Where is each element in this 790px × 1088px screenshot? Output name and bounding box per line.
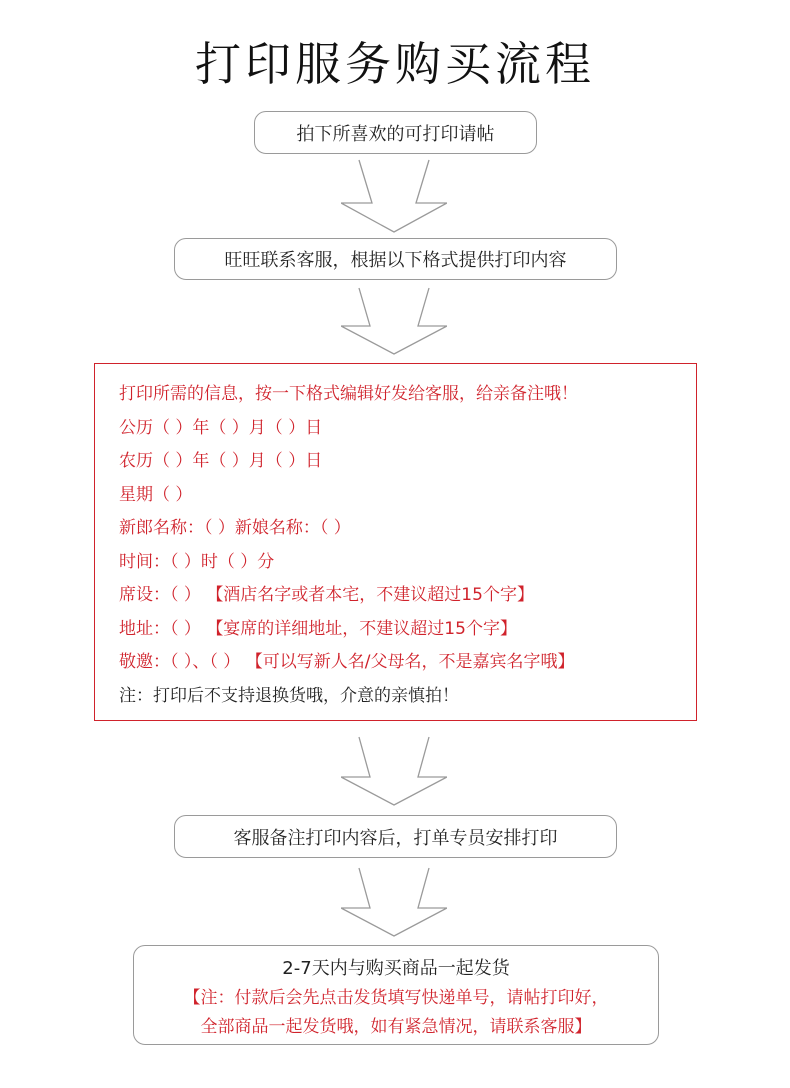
time-line: 时间：（ ）时（ ）分: [119, 551, 275, 572]
venue-line: [119, 579, 696, 613]
invite-label: 敬邀：（ ）、（ ）: [119, 652, 241, 672]
step-box-arrange-printing: [174, 815, 617, 858]
down-arrow-icon: [341, 158, 447, 234]
down-arrow-icon: [341, 866, 447, 938]
address-line: [119, 613, 696, 647]
down-arrow-icon: [341, 735, 447, 807]
step-box-contact-service: [174, 238, 617, 280]
step-box-shipping: [133, 945, 659, 1045]
invite-line: [119, 646, 696, 680]
shipping-note-2: 全部商品一起发货哦，如有紧急情况，请联系客服】: [200, 1017, 592, 1037]
venue-label: 席设：（ ）: [119, 585, 201, 605]
step-label: 旺旺联系客服，根据以下格式提供打印内容: [224, 250, 567, 271]
step-label: 客服备注打印内容后，打单专员安排打印: [233, 827, 558, 849]
shipping-note-1: 【注：付款后会先点击发货填写快递单号，请帖打印好，: [183, 988, 609, 1008]
step-box-select-invitation: [254, 111, 537, 154]
notice-line: 注：打印后不支持退换货哦，介意的亲慎拍！: [119, 685, 459, 706]
info-header: 打印所需的信息，按一下格式编辑好发给客服，给亲备注哦！: [119, 384, 578, 404]
invite-note: 【可以写新人名/父母名，不是嘉宾名字哦】: [245, 652, 575, 672]
venue-note: 【酒店名字或者本宅，不建议超过15个字】: [206, 585, 534, 605]
step-label: 拍下所喜欢的可打印请帖: [296, 123, 495, 145]
address-note: 【宴席的详细地址，不建议超过15个字】: [206, 618, 517, 639]
solar-date-line: 公历（ ）年（ ）月（ ）日: [119, 417, 323, 438]
down-arrow-icon: [341, 286, 447, 356]
lunar-date-line: 农历（ ）年（ ）月（ ）日: [119, 451, 323, 471]
address-label: 地址：（ ）: [119, 618, 201, 639]
names-line: 新郎名称：（ ）新娘名称：（ ）: [119, 518, 351, 538]
weekday-line: 星期（ ）: [119, 484, 193, 505]
print-info-box: [94, 363, 697, 721]
shipping-label: 2-7天内与购买商品一起发货: [282, 958, 510, 979]
page-title: 打印服务购买流程: [195, 37, 595, 91]
